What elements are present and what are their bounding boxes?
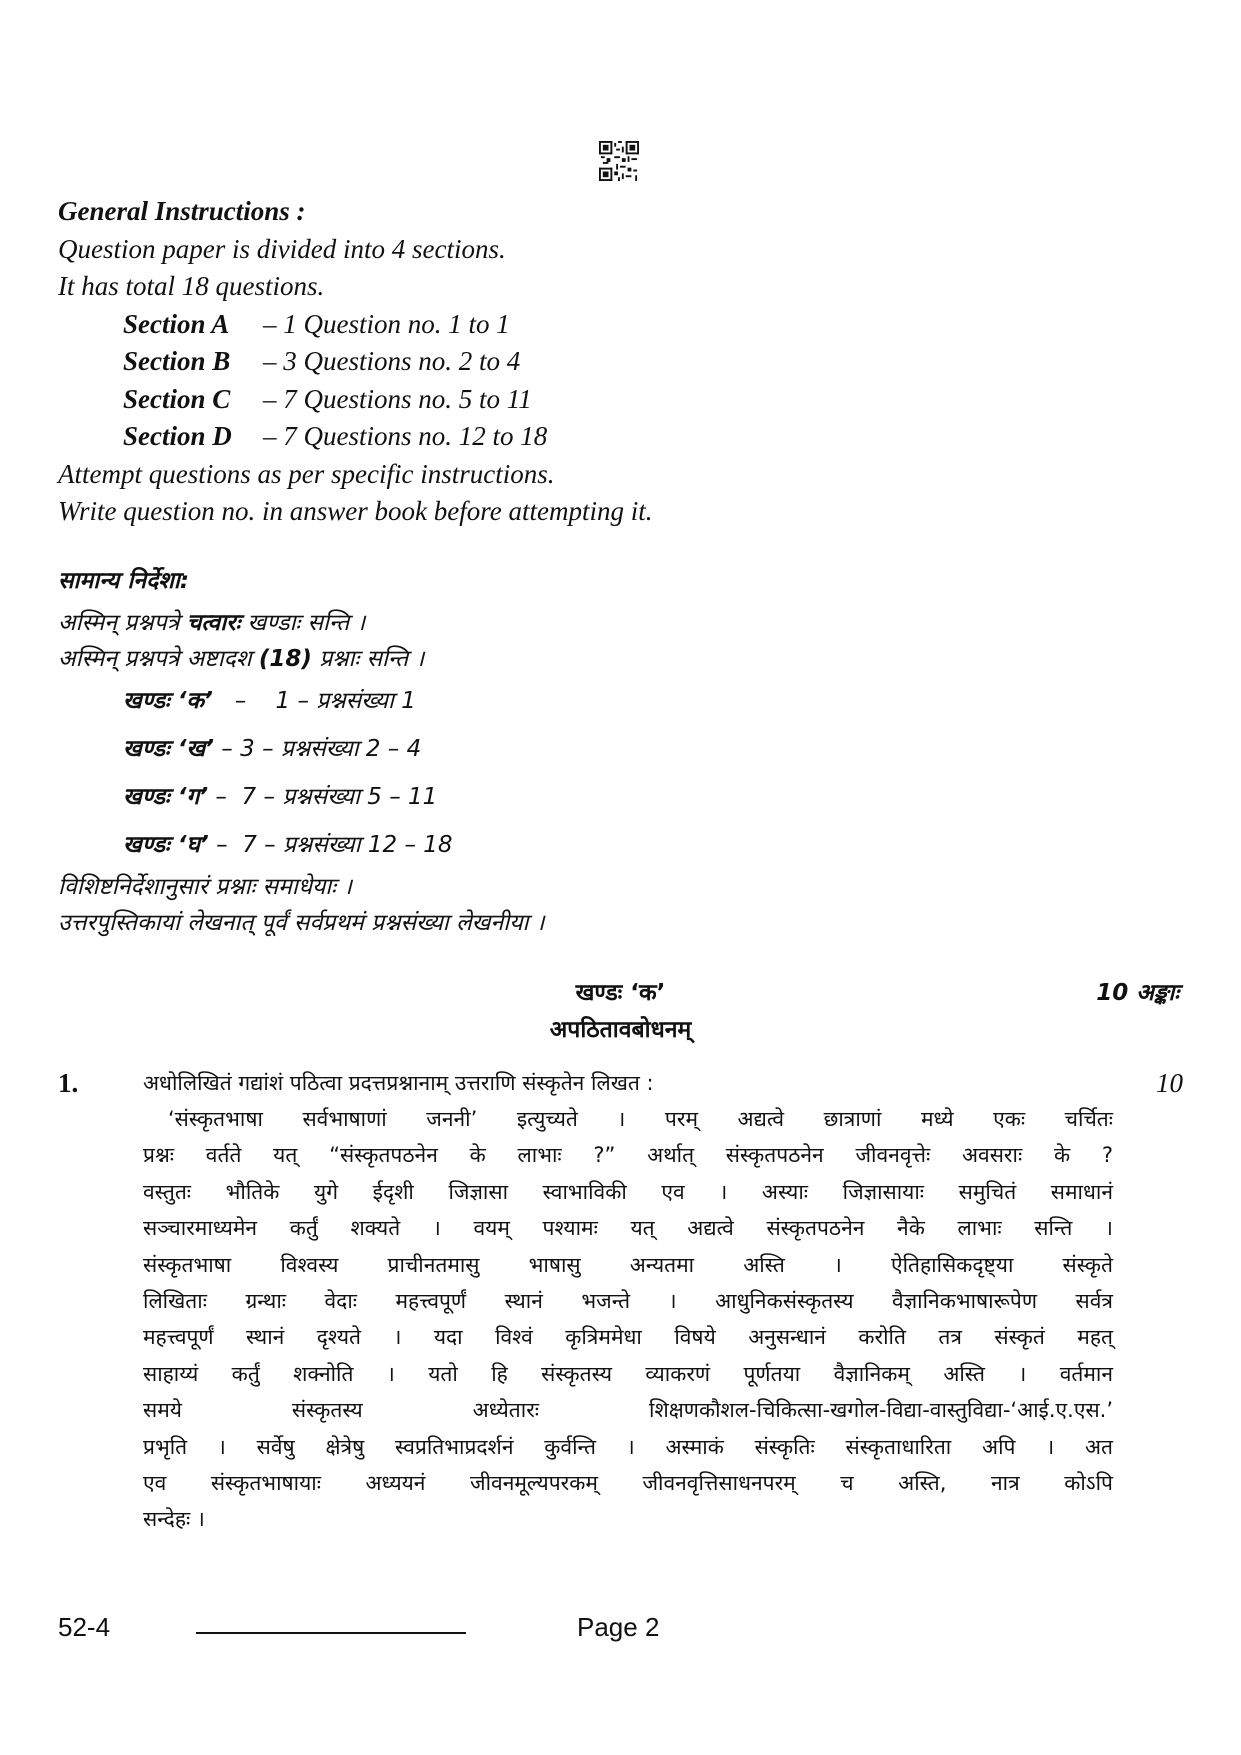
section-summary-row xyxy=(58,418,958,456)
section-label: खण्डः ‘ग’ xyxy=(123,784,209,810)
instruction-line: It has total 18 questions. xyxy=(58,271,325,301)
paper-code: 52-4 xyxy=(58,1612,111,1642)
instruction-line: Question paper is divided into 4 sections. xyxy=(58,233,506,264)
passage-line: लिखिताः ग्रन्थाः वेदाः महत्त्वपूर्णं स्थानं भजन्ते । आधुनिकसंस्कृतस्य वैज्ञानिकभाषारूपेण सर्वत्र xyxy=(143,1289,1113,1314)
question-prompt: अधोलिखितं गद्यांशं पठित्वा प्रदत्तप्रश्नानाम् उत्तराणि संस्कृतेन लिखत : xyxy=(143,1071,654,1095)
question-number: 1. xyxy=(58,1068,79,1098)
section-detail: – 3 Questions no. 2 to 4 xyxy=(263,346,521,376)
footer-rule xyxy=(196,1632,466,1634)
instruction-text: खण्डाः सन्ति । xyxy=(240,610,366,636)
instruction-text: प्रश्नाः सन्ति । xyxy=(311,646,425,672)
instruction-line xyxy=(58,605,958,641)
section-summary-row xyxy=(58,725,958,773)
section-label: Section B xyxy=(123,346,231,376)
passage-line: प्रभृति । सर्वेषु क्षेत्रेषु स्वप्रतिभाप्रदर्शनं कुर्वन्ति । अस्माकं संस्कृतिः संस्कृताधारिता अपि । अत xyxy=(143,1434,1113,1459)
instruction-emphasis: चत्वारः xyxy=(186,610,241,636)
section-detail: – 7 Questions no. 5 to 11 xyxy=(263,383,532,414)
instruction-line: उत्तरपुस्तिकायां लेखनात् पूर्वं सर्वप्रथमं प्रश्नसंख्या लेखनीया । xyxy=(58,910,545,936)
passage-line: महत्त्वपूर्णं स्थानं दृश्यते । यदा विश्वं कृत्रिममेधा विषये अनुसन्धानं करोति तत्र संस्कृतं महत् xyxy=(143,1325,1113,1350)
passage-line: वस्तुतः भौतिके युगे ईदृशी जिज्ञासा स्वाभाविकी एव । अस्याः जिज्ञासायाः समुचितं समाधानं xyxy=(143,1179,1113,1204)
passage-line: एव संस्कृतभाषायाः अध्ययनं जीवनमूल्यपरकम् जीवनवृत्तिसाधनपरम् च अस्ति, नात्र कोऽपि xyxy=(143,1471,1113,1496)
page-footer xyxy=(0,1612,1241,1652)
section-summary-row xyxy=(58,306,958,344)
section-summary-row xyxy=(58,677,958,725)
instruction-text: अस्मिन् प्रश्नपत्रे अष्टादश xyxy=(58,646,259,672)
general-instructions-sanskrit xyxy=(58,563,958,941)
section-label: Section C xyxy=(123,383,231,414)
unseen-passage xyxy=(143,1101,1113,1538)
instruction-line: Write question no. in answer book before attempting it. xyxy=(58,496,653,526)
instructions-heading-sa: सामान्य निर्देशा: xyxy=(58,568,190,594)
qr-code xyxy=(599,141,639,181)
passage-line: प्रश्नः वर्तते यत् “संस्कृतपठनेन के लाभाः ?” अर्थात् संस्कृतपठनेन जीवनवृत्तेः अवसराः के ? xyxy=(143,1143,1113,1168)
instruction-line: Attempt questions as per specific instructions. xyxy=(58,458,555,489)
section-label: Section D xyxy=(123,421,232,451)
question-marks: 10 xyxy=(1156,1068,1183,1098)
instruction-emphasis: (18) xyxy=(258,646,312,672)
section-title: खण्डः ‘क’ xyxy=(575,980,666,1006)
section-detail: – 1 Question no. 1 to 1 xyxy=(263,308,510,339)
section-label: Section A xyxy=(123,308,230,339)
passage-line: ‘संस्कृतभाषा सर्वभाषाणां जननी’ इत्युच्यते । परम् अद्यत्वे छात्राणां मध्ये एकः चर्चितः xyxy=(168,1107,1113,1131)
section-subtitle: अपठितावबोधनम् xyxy=(549,1017,692,1043)
instruction-line: विशिष्टनिर्देशानुसारं प्रश्नाः समाधेयाः । xyxy=(58,874,352,900)
section-summary-row xyxy=(58,773,958,821)
section-label: खण्डः ‘घ’ xyxy=(123,832,209,858)
section-marks: 10 अङ्काः xyxy=(1096,980,1179,1006)
instruction-line xyxy=(58,641,958,677)
passage-line: समये संस्कृतस्य अध्येतारः शिक्षणकौशल-चिकित्सा-खगोल-विद्या-वास्तुविद्या-‘आई.ए.एस.’ xyxy=(143,1398,1113,1423)
section-detail: – 3 – प्रश्नसंख्या 2 – 4 xyxy=(214,736,422,762)
passage-line: साहाय्यं कर्तुं शक्नोति । यतो हि संस्कृतस्य व्याकरणं पूर्णतया वैज्ञानिकम् अस्ति । वर्तमान xyxy=(143,1361,1113,1386)
passage-line: सञ्चारमाध्यमेन कर्तुं शक्यते । वयम् पश्यामः यत् अद्यत्वे संस्कृतपठनेन नैके लाभाः सन्ति । xyxy=(143,1216,1113,1241)
section-summary-row xyxy=(58,381,958,419)
section-detail: – 7 – प्रश्नसंख्या 5 – 11 xyxy=(208,784,438,810)
section-a-header xyxy=(0,975,1241,1055)
section-label: खण्डः ‘क’ xyxy=(123,688,213,714)
passage-line: संस्कृतभाषा विश्वस्य प्राचीनतमासु भाषासु अन्यतमा अस्ति । ऐतिहासिकदृष्ट्या संस्कृते xyxy=(143,1252,1113,1277)
section-detail: – 7 Questions no. 12 to 18 xyxy=(263,421,548,451)
section-summary-row xyxy=(58,343,958,381)
section-summary-row xyxy=(58,821,958,869)
section-label: खण्डः ‘ख’ xyxy=(123,736,214,762)
section-detail: – 7 – प्रश्नसंख्या 12 – 18 xyxy=(208,832,453,858)
page-number: Page 2 xyxy=(577,1612,660,1642)
instruction-text: अस्मिन् प्रश्नपत्रे xyxy=(58,610,187,636)
instructions-heading-en: General Instructions : xyxy=(58,196,306,226)
section-detail: – 1 – प्रश्नसंख्या 1 xyxy=(212,688,416,714)
passage-line: सन्देहः । xyxy=(143,1507,205,1532)
general-instructions-english xyxy=(58,193,958,531)
